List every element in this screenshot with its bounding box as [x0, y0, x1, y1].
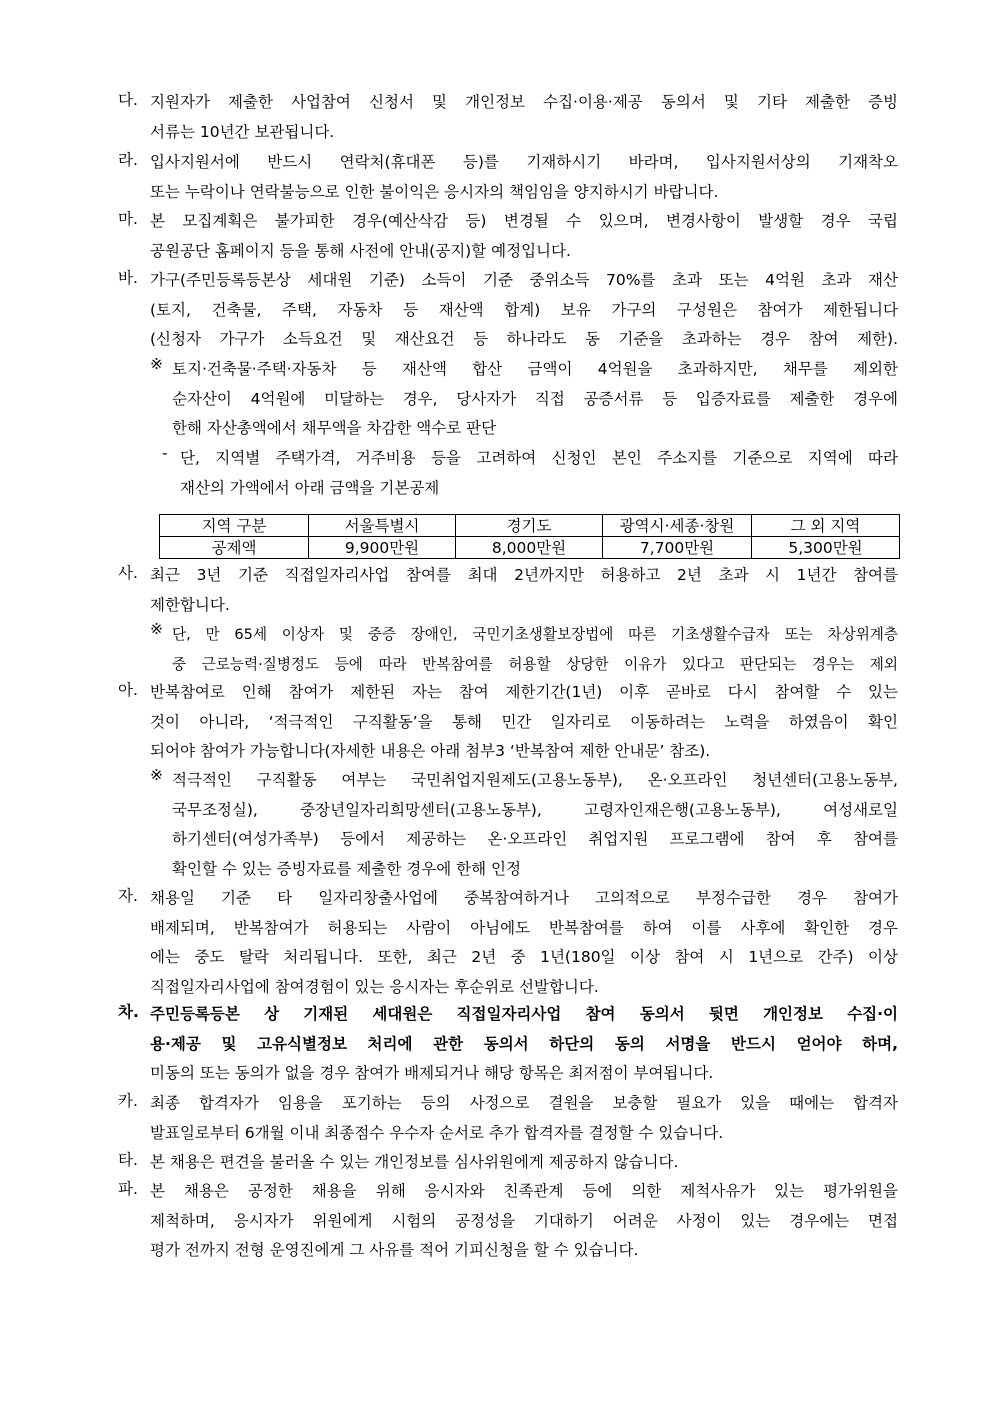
item-line: 본 채용은 공정한 채용을 위해 응시자와 친족관계 등에 의한 제척사유가 있는 평가위원을 [150, 1182, 898, 1200]
note-line: 토지·건축물·주택·자동차 등 재산액 합산 금액이 4억원을 초과하지만, 채무를 제외한 [172, 360, 898, 378]
item-line: 본 모집계획은 불가피한 경우(예산삭감 등) 변경될 수 있으며, 변경사항이 발생할 경우 국립 [150, 212, 898, 230]
note-line: 한해 자산총액에서 채무액을 차감한 액수로 판단 [172, 419, 497, 438]
note-line: 단, 만 65세 이상자 및 중증 장애인, 국민기초생활보장법에 따른 기초생활수급자 또는 차상위계층 [172, 626, 898, 643]
item-line: 반복참여로 인해 참여가 제한된 자는 참여 제한기간(1년) 이후 곧바로 다시 참여할 수 있는 [150, 683, 898, 701]
item-marker: 자. [118, 887, 138, 905]
item-line: 최근 3년 기준 직접일자리사업 참여를 최대 2년까지만 허용하고 2년 초과 시 1년간 참여를 [150, 566, 898, 584]
dash-marker: - [162, 444, 168, 462]
item-marker: 파. [118, 1180, 138, 1198]
table-cell: 8,000만원 [456, 537, 603, 559]
item-line: 용·제공 및 고유식별정보 처리에 관한 동의서 하단의 동의 서명을 반드시 얻어야 하며, [150, 1034, 898, 1053]
note-marker: ※ [150, 620, 163, 638]
item-line: 지원자가 제출한 사업참여 신청서 및 개인정보 수집·이용·제공 동의서 및 기타 제출한 증빙 [150, 93, 898, 111]
note-line: 확인할 수 있는 증빙자료를 제출한 경우에 한해 인정 [172, 859, 521, 878]
table-header-cell: 광역시·세종·창원 [603, 515, 752, 537]
item-line: 제한합니다. [150, 595, 230, 614]
item-cha [118, 1000, 898, 1089]
item-ba [118, 266, 898, 355]
item-ma [118, 207, 898, 266]
table-header-cell: 그 외 지역 [752, 515, 900, 537]
deduction-table [159, 514, 900, 559]
item-line: 입사지원서에 반드시 연락처(휴대폰 등)를 기재하시기 바라며, 입사지원서상의 기재착오 [150, 153, 898, 171]
dash-note-ba [162, 444, 898, 503]
note-line: 적극적인 구직활동 여부는 국민취업지원제도(고용노동부), 온·오프라인 청년센터(고용노동부, [172, 771, 898, 789]
note-ba [150, 355, 898, 444]
note-sa [150, 620, 898, 679]
item-ra [118, 148, 898, 207]
item-line: 공원공단 홈페이지 등을 통해 사전에 안내(공지)할 예정입니다. [150, 241, 571, 260]
item-marker: 차. [118, 1003, 139, 1021]
item-line: 최종 합격자가 임용을 포기하는 등의 사정으로 결원을 보충할 필요가 있을 때에는 합격자 [150, 1094, 898, 1112]
table-header-cell: 서울특별시 [309, 515, 456, 537]
item-line: 미동의 또는 동의가 없을 경우 참여가 배제되거나 해당 항목은 최저점이 부여됩니다. [150, 1064, 714, 1083]
item-ja [118, 884, 898, 1002]
item-ka [118, 1089, 898, 1148]
item-line: 서류는 10년간 보관됩니다. [150, 122, 335, 141]
item-line: 배제되며, 반복참여가 허용되는 사람이 아님에도 반복참여를 하여 이를 사후에 확인한 경우 [150, 918, 898, 937]
table-cell: 7,700만원 [603, 537, 752, 559]
item-marker: 타. [118, 1151, 138, 1169]
note-line: 국무조정실), 중장년일자리희망센터(고용노동부), 고령자인재은행(고용노동부), 여성새로일 [172, 800, 898, 819]
item-line: 채용일 기준 타 일자리창출사업에 중복참여하거나 고의적으로 부정수급한 경우 참여가 [150, 889, 898, 907]
item-line: 것이 아니라, ‘적극적인 구직활동’을 통해 민간 일자리로 이동하려는 노력을 하였음이 확인 [150, 712, 898, 731]
item-line: (신청자 가구가 소득요건 및 재산요건 등 하나라도 동 기준을 초과하는 경우 참여 제한). [150, 330, 898, 349]
item-marker: 바. [118, 269, 138, 287]
item-line: 제척하며, 응시자가 위원에게 시험의 공정성을 기대하기 어려운 사정이 있는 경우에는 면접 [150, 1211, 898, 1230]
table-header-cell: 지역 구분 [160, 515, 309, 537]
item-line: 평가 전까지 전형 운영진에게 그 사유를 적어 기피신청을 할 수 있습니다. [150, 1241, 639, 1260]
note-line: 하기센터(여성가족부) 등에서 제공하는 온·오프라인 취업지원 프로그램에 참여 후 참여를 [172, 830, 898, 849]
note-a [150, 766, 898, 884]
item-line: 직접일자리사업에 참여경험이 있는 응시자는 후순위로 선발합니다. [150, 977, 599, 996]
item-line: (토지, 건축물, 주택, 자동차 등 재산액 합계) 보유 가구의 구성원은 참여가 제한됩니다 [150, 300, 898, 319]
item-marker: 아. [118, 681, 138, 699]
table-header-cell: 경기도 [456, 515, 603, 537]
item-line: 발표일로부터 6개월 이내 최종점수 우수자 순서로 추가 합격자를 결정할 수 있습니다. [150, 1123, 724, 1142]
item-marker: 카. [118, 1092, 138, 1110]
item-line: 본 채용은 편견을 불러올 수 있는 개인정보를 심사위원에게 제공하지 않습니다. [150, 1153, 679, 1171]
table-row [160, 537, 900, 559]
item-da [118, 88, 898, 147]
table-cell: 9,900만원 [309, 537, 456, 559]
item-line: 가구(주민등록등본상 세대원 기준) 소득이 기준 중위소득 70%를 초과 또는 4억원 초과 재산 [150, 271, 898, 289]
item-sa [118, 561, 898, 620]
item-marker: 라. [118, 151, 138, 169]
item-marker: 마. [118, 210, 138, 228]
item-marker: 다. [118, 91, 138, 109]
note-marker: ※ [150, 766, 163, 784]
item-a [118, 678, 898, 767]
note-line: 재산의 가액에서 아래 금액을 기본공제 [180, 478, 440, 497]
item-line: 에는 중도 탈락 처리됩니다. 또한, 최근 2년 중 1년(180일 이상 참여 시 1년으로 간주) 이상 [150, 948, 898, 967]
table-header-row [160, 515, 900, 537]
note-line: 중 근로능력·질병정도 등에 따라 반복참여를 허용할 상당한 이유가 있다고 판단되는 경우는 제외 [172, 655, 898, 673]
item-line: 또는 누락이나 연락불능으로 인한 불이익은 응시자의 책임임을 양지하시기 바랍니다. [150, 182, 719, 201]
note-line: 순자산이 4억원에 미달하는 경우, 당사자가 직접 공증서류 등 입증자료를 제출한 경우에 [172, 389, 898, 408]
table-cell: 공제액 [160, 537, 309, 559]
table-cell: 5,300만원 [752, 537, 900, 559]
item-line: 되어야 참여가 가능합니다(자세한 내용은 아래 첨부3 ‘반복참여 제한 안내문’ 참조). [150, 742, 711, 761]
item-marker: 사. [118, 564, 138, 582]
item-line: 주민등록등본 상 기재된 세대원은 직접일자리사업 참여 동의서 뒷면 개인정보 수집·이 [150, 1005, 898, 1023]
note-line: 단, 지역별 주택가격, 거주비용 등을 고려하여 신청인 본인 주소지를 기준으로 지역에 따라 [180, 449, 898, 467]
item-pa [118, 1177, 898, 1266]
note-marker: ※ [150, 355, 163, 373]
